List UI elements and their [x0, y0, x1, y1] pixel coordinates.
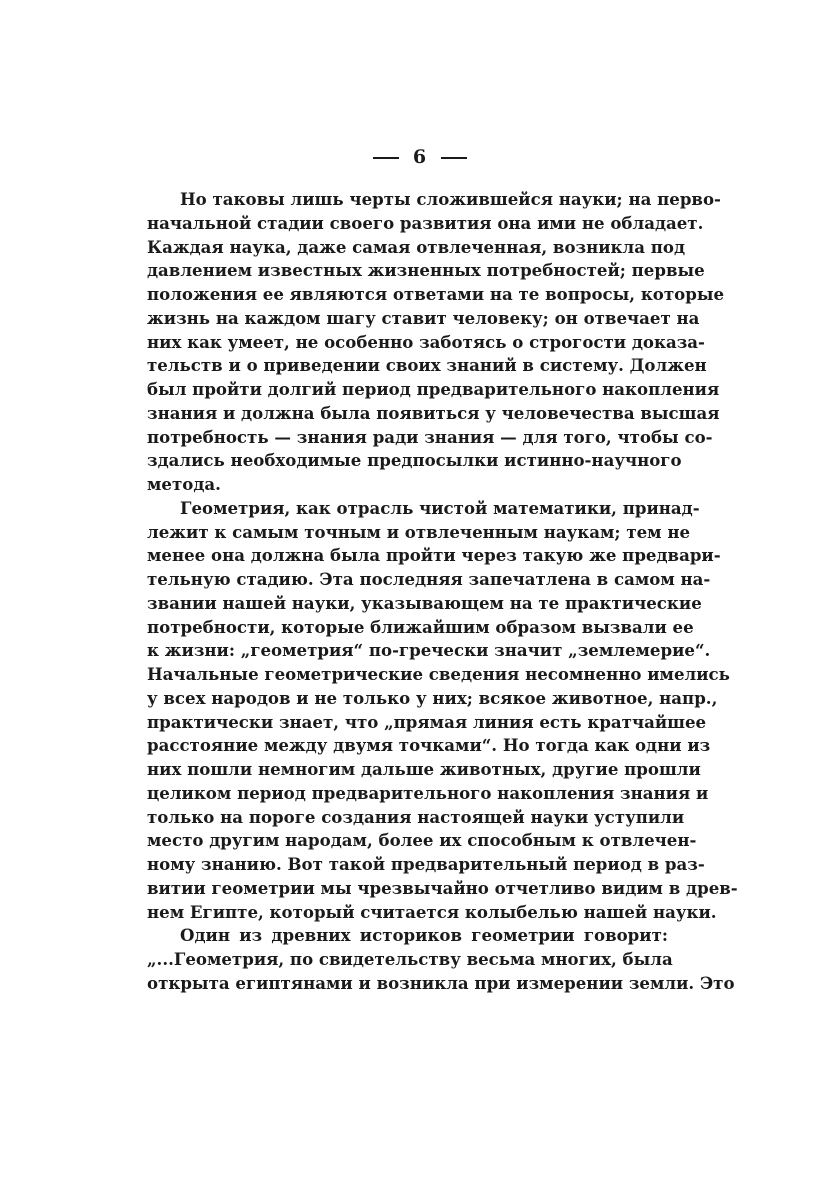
- text-line: метода.: [147, 474, 221, 494]
- text-line: расстояние между двумя точками“. Но тогда как одни из: [147, 735, 711, 756]
- text-line: открыта египтянами и возникла при измерении земли. Это: [147, 972, 735, 993]
- text-line: жизнь на каждом шагу ставит человеку; он отвечает на: [147, 307, 700, 328]
- text-line: начальной стадии своего развития она ими не обладает.: [147, 212, 704, 233]
- page-number: [0, 146, 840, 168]
- text-line: звании нашей науки, указывающем на те практические: [147, 592, 702, 613]
- text-line: потребность — знания ради знания — для того, чтобы со-: [147, 426, 713, 447]
- text-line: давлением известных жизненных потребностей; первые: [147, 260, 705, 281]
- text-line: тельную стадию. Эта последняя запечатлена в самом на-: [147, 569, 711, 589]
- text-line: Геометрия, как отрасль чистой математики, принад-: [180, 497, 700, 518]
- body-text: [147, 188, 738, 996]
- text-line: знания и должна была появиться у человечества высшая: [147, 402, 720, 423]
- text-line: потребности, которые ближайшим образом вызвали ее: [147, 616, 694, 637]
- page-number-value: 6: [412, 146, 428, 168]
- text-line: менее она должна была пройти через такую же предвари-: [147, 545, 721, 566]
- left-dash: [373, 157, 399, 159]
- text-line: ному знанию. Вот такой предварительный период в раз-: [147, 854, 705, 874]
- text-line: был пройти долгий период предварительного накопления: [147, 379, 720, 399]
- text-line: витии геометрии мы чрезвычайно отчетливо видим в древ-: [147, 877, 738, 898]
- text-line: Но таковы лишь черты сложившейся науки; на перво-: [180, 189, 721, 209]
- text-line: целиком период предварительного накопления знания и: [147, 782, 709, 803]
- right-dash: [441, 157, 467, 159]
- text-line: них пошли немногим дальше животных, другие прошли: [147, 759, 701, 779]
- text-line: „...Геометрия, по свидетельству весьма многих, была: [147, 949, 673, 969]
- text-line: положения ее являются ответами на те вопросы, которые: [147, 284, 725, 304]
- text-line: Каждая наука, даже самая отвлеченная, возникла под: [147, 236, 686, 257]
- text-line: практически знает, что „прямая линия есть кратчайшее: [147, 711, 707, 732]
- text-line: место другим народам, более их способным к отвлечен-: [147, 830, 697, 851]
- text-line: тельств и о приведении своих знаний в систему. Должен: [147, 355, 707, 376]
- text-line: только на пороге создания настоящей науки уступили: [147, 806, 685, 827]
- text-line: лежит к самым точным и отвлеченным наукам; тем не: [147, 521, 691, 542]
- text-line: Начальные геометрические сведения несомненно имелись: [147, 664, 730, 684]
- text-line: к жизни: „геометрия“ по-гречески значит „землемерие“.: [147, 640, 711, 661]
- text-line: здались необходимые предпосылки истинно-научного: [147, 450, 682, 471]
- text-line: них как умеет, не особенно заботясь о строгости доказа-: [147, 331, 705, 352]
- text-line: нем Египте, который считается колыбелью нашей науки.: [147, 901, 717, 922]
- text-line: у всех народов и не только у них; всякое животное, напр.,: [147, 687, 718, 708]
- text-line: Один из древних историков геометрии говорит:: [180, 925, 668, 946]
